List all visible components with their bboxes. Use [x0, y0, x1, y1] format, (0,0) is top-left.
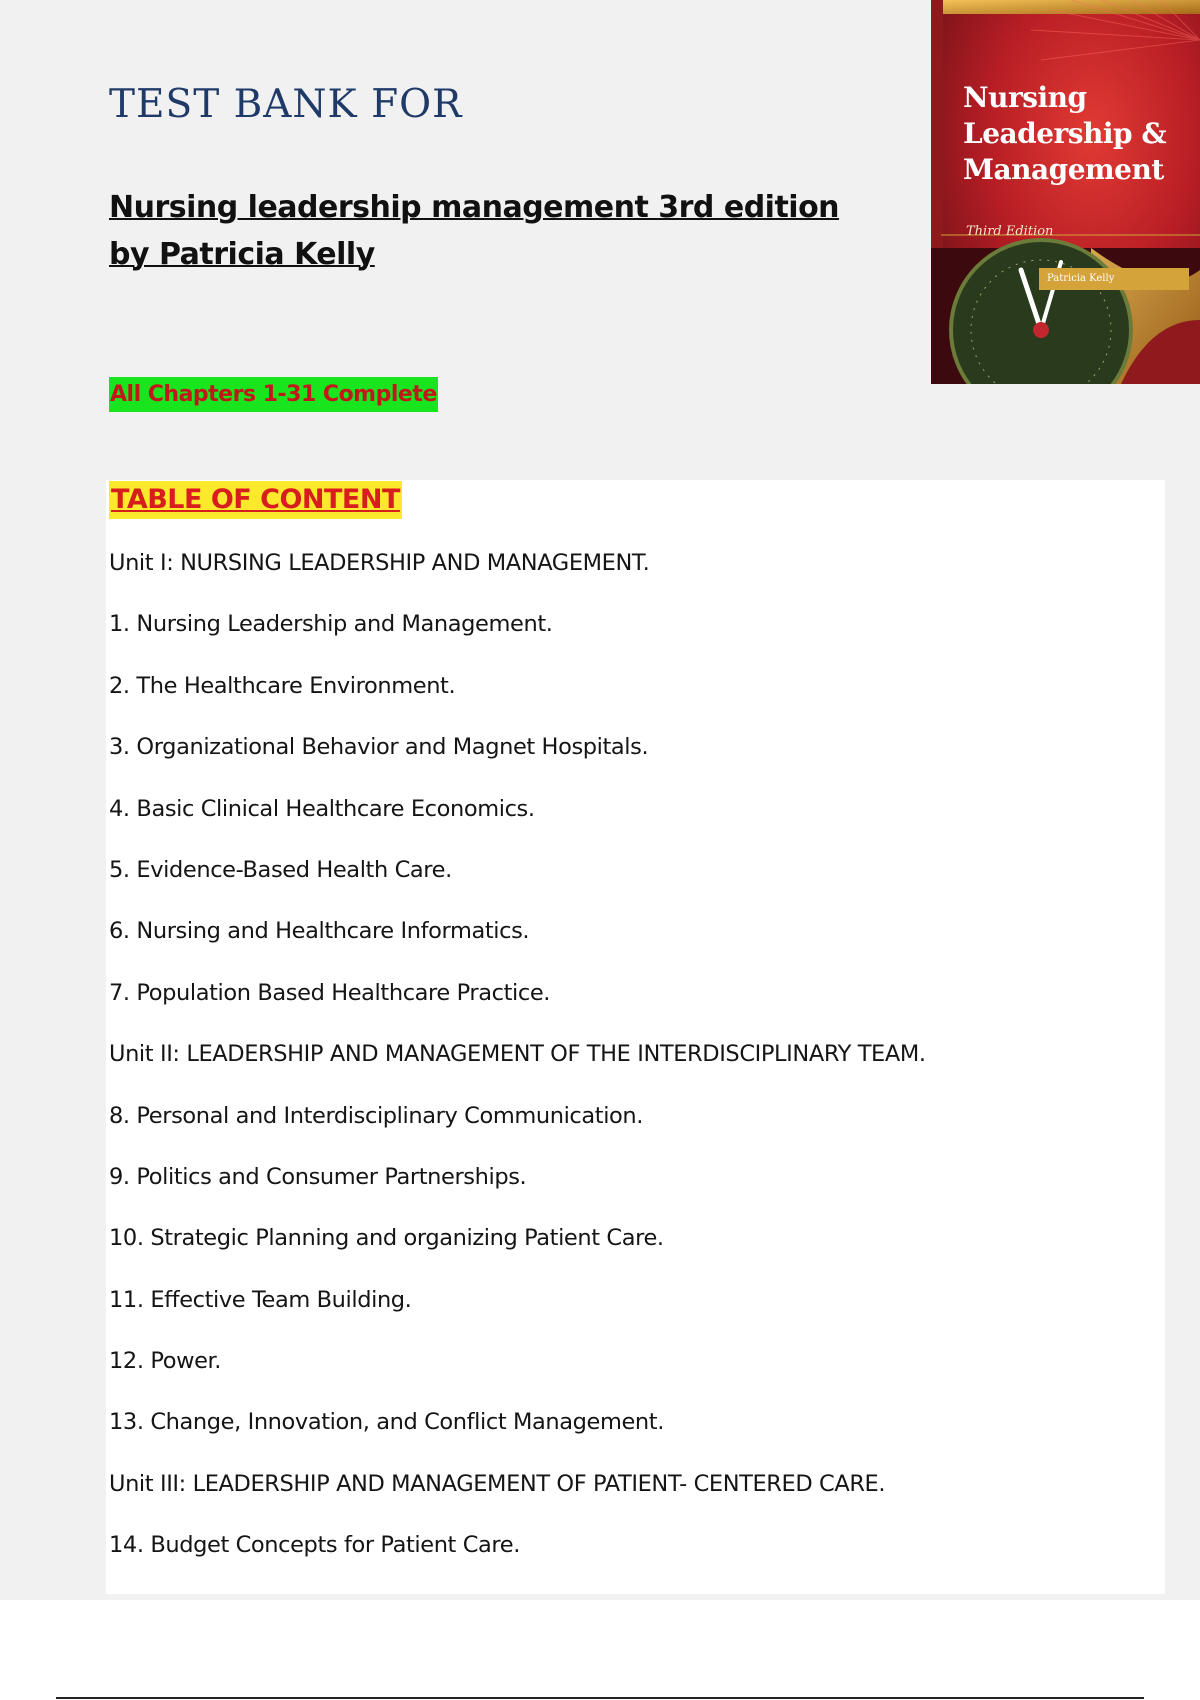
toc-heading: TABLE OF CONTENT: [109, 481, 402, 519]
cover-title-line: Management: [963, 153, 1164, 186]
toc-item: 2. The Healthcare Environment.: [109, 672, 456, 699]
book-title: Nursing leadership management 3rd edition by Patricia Kelly: [109, 190, 840, 272]
toc-item: 10. Strategic Planning and organizing Patient Care.: [109, 1225, 664, 1252]
book-cover: [931, 0, 1200, 384]
toc-item: 9. Politics and Consumer Partnerships.: [109, 1163, 527, 1190]
toc-item: 1. Nursing Leadership and Management.: [109, 611, 553, 638]
toc-item: 11. Effective Team Building.: [109, 1286, 412, 1313]
cover-title: [963, 80, 1166, 188]
toc-item: 7. Population Based Healthcare Practice.: [109, 979, 551, 1006]
toc-item: 4. Basic Clinical Healthcare Economics.: [109, 795, 535, 822]
toc-item: 5. Evidence-Based Health Care.: [109, 856, 452, 883]
toc-item: 8. Personal and Interdisciplinary Communication.: [109, 1102, 644, 1129]
toc-list: [109, 541, 926, 1585]
page-heading: TEST BANK FOR: [109, 82, 463, 127]
cover-artwork: [931, 0, 1200, 384]
toc-item: 14. Budget Concepts for Patient Care.: [109, 1532, 520, 1559]
toc-unit: Unit III: LEADERSHIP AND MANAGEMENT OF PATIENT- CENTERED CARE.: [109, 1470, 886, 1497]
toc-unit: Unit I: NURSING LEADERSHIP AND MANAGEMENT.: [109, 550, 650, 576]
toc-unit: Unit II: LEADERSHIP AND MANAGEMENT OF THE INTERDISCIPLINARY TEAM.: [109, 1041, 926, 1068]
toc-item: 13. Change, Innovation, and Conflict Management.: [109, 1409, 664, 1436]
toc-item: 6. Nursing and Healthcare Informatics.: [109, 918, 530, 945]
toc-item: 12. Power.: [109, 1348, 222, 1375]
footer-divider: [56, 1697, 1144, 1699]
chapters-badge: All Chapters 1-31 Complete: [109, 377, 438, 412]
cover-title-line: Nursing: [963, 81, 1087, 114]
toc-item: 3. Organizational Behavior and Magnet Hospitals.: [109, 734, 649, 761]
cover-title-line: Leadership &: [963, 117, 1167, 150]
cover-edition: Third Edition: [966, 224, 1054, 239]
cover-author: Patricia Kelly: [1039, 268, 1189, 290]
